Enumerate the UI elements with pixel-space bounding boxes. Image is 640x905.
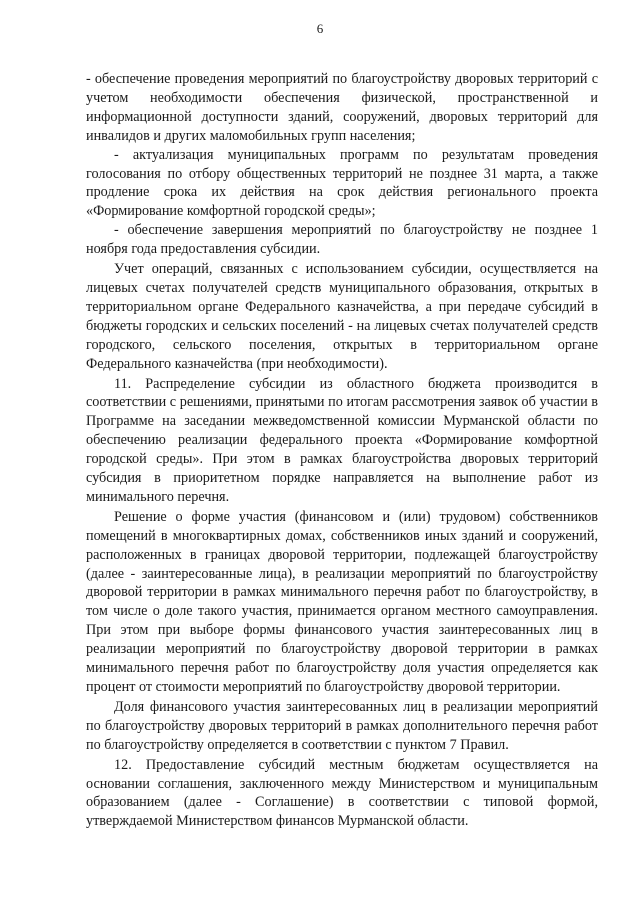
page-number: 6 — [316, 21, 324, 36]
paragraph-clause-12: 12. Предоставление субсидий местным бюджетам осуществляется на основании соглашения, заключенного между Министерством и муниципальным образованием (далее - Соглашение) в соответствии с типовой формой, утверждаемой Министерством финансов Мурманской области. — [86, 756, 598, 830]
paragraph-accessibility: - обеспечение проведения мероприятий по благоустройству дворовых территорий с учетом необходимости обеспечения физической, пространственной и информационной доступности зданий, сооружений, дворовых территорий для инвалидов и других маломобильных групп населения; — [86, 71, 598, 144]
paragraph-participation-form: Решение о форме участия (финансовом и (или) трудовом) собственников помещений в многоквартирных домах, собственников иных зданий и сооружений, расположенных в границах дворовой территории, подлежащей благоустройству (далее - заинтересованные лица), в реализации мероприятий по благоустройству дворовой территории в рамках минимального перечня работ по благоустройству, в том числе о доле такого участия, принимается органом местного самоуправления. При этом при выборе формы финансового участия заинтересованных лиц в реализации мероприятий по благоустройству дворовой территории в рамках минимального перечня работ по благоустройству доля участия определяется как процент от стоимости мероприятий по благоустройству дворовой территории. — [86, 508, 598, 695]
paragraph-financial-share: Доля финансового участия заинтересованных лиц в реализации мероприятий по благоустройству дворовых территорий в рамках дополнительного перечня работ по благоустройству определяется в соответствии с пунктом 7 Правил. — [86, 698, 598, 753]
paragraph-completion-deadline: - обеспечение завершения мероприятий по благоустройству не позднее 1 ноября года предоставления субсидии. — [86, 222, 598, 258]
paragraph-clause-11: 11. Распределение субсидии из областного бюджета производится в соответствии с решениями, принятыми по итогам рассмотрения заявок об участии в Программе на заседании межведомственной комиссии Мурманской области по обеспечению реализации федерального проекта «Формирование комфортной городской среды». При этом в рамках благоустройства дворовых территорий субсидия в приоритетном порядке направляется на выполнение работ из минимального перечня. — [86, 375, 598, 505]
paragraph-operations-accounting: Учет операций, связанных с использованием субсидии, осуществляется на лицевых счетах получателей средств муниципального образования, открытых в территориальном органе Федерального казначейства, а при передаче субсидий в бюджеты городских и сельских поселений - на лицевых счетах получателей средств городского, сельского поселения, открытых в территориальном органе Федерального казначейства (при необходимости). — [86, 261, 598, 372]
paragraph-program-update: - актуализация муниципальных программ по результатам проведения голосования по отбору общественных территорий не позднее 31 марта, а также продление срока их действия на срок действия регионального проекта «Формирование комфортной городской среды»; — [86, 146, 598, 220]
document-body — [86, 70, 598, 831]
